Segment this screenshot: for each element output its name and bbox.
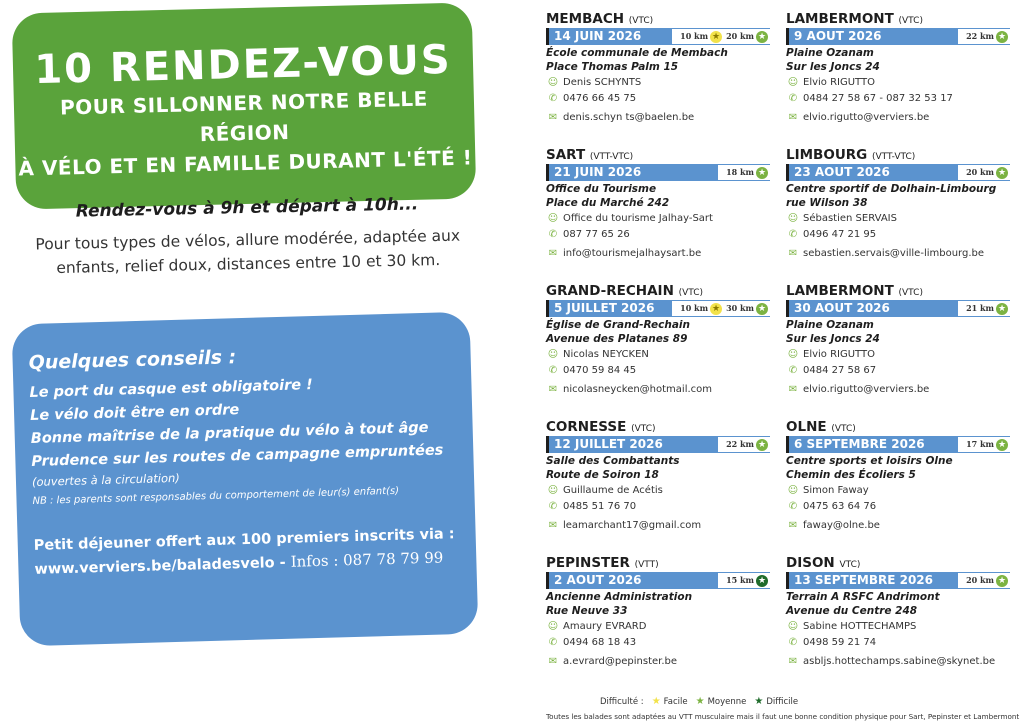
meeting-place: Centre sports et loisirs Olne <box>786 455 953 467</box>
meeting-place: Centre sportif de Dolhain-Limbourg <box>786 183 997 195</box>
distances <box>672 29 770 44</box>
envelope-icon: ✉ <box>548 383 558 395</box>
star-icon: ★ <box>997 167 1007 178</box>
contact-name: Sabine HOTTECHAMPS <box>803 620 917 632</box>
event-town <box>546 418 770 436</box>
star-icon: ★ <box>757 575 767 586</box>
town-name: MEMBACH <box>546 11 625 27</box>
bike-type: (VTC) <box>628 16 654 26</box>
title-banner <box>12 2 477 209</box>
distance <box>680 300 722 317</box>
star-icon: ★ <box>712 303 721 314</box>
advice-tip: Le port du casque est obligatoire ! <box>29 377 313 401</box>
event-card <box>546 418 770 554</box>
event-date: 12 JUILLET 2026 <box>554 437 663 451</box>
town-name: PEPINSTER <box>546 555 630 571</box>
bike-type: (VTC) <box>631 424 656 434</box>
date-bar <box>786 164 1010 181</box>
contact-row <box>786 482 1010 498</box>
event-date: 5 JUILLET 2026 <box>554 301 655 315</box>
advice-panel <box>12 312 479 647</box>
town-name: DISON <box>786 555 835 571</box>
smiley-icon: ☺ <box>787 620 799 632</box>
distance-km: 18 km <box>726 167 754 177</box>
event-card <box>786 10 1010 146</box>
phone-row <box>786 90 1010 106</box>
contact-name: Elvio RIGUTTO <box>803 348 875 360</box>
contact-name: Nicolas NEYCKEN <box>563 348 649 360</box>
event-town <box>546 10 770 28</box>
phone-icon: ✆ <box>788 500 798 512</box>
distances <box>718 437 770 452</box>
contact-email[interactable]: elvio.rigutto@verviers.be <box>803 111 930 123</box>
description-line-1: Pour tous types de vélos, allure modérée, adaptée aux <box>35 226 461 254</box>
email-row <box>546 109 770 125</box>
phone-icon: ✆ <box>548 636 558 648</box>
event-town <box>786 10 1010 28</box>
phone-icon: ✆ <box>548 364 558 376</box>
advice-note: (ouvertes à la circulation) <box>31 470 181 489</box>
distance-km: 30 km <box>726 303 754 313</box>
phone-row <box>546 90 770 106</box>
phone-row <box>786 362 1010 378</box>
event-date: 2 AOUT 2026 <box>554 573 642 587</box>
envelope-icon: ✉ <box>788 111 798 123</box>
event-date: 13 SEPTEMBRE 2026 <box>794 573 933 587</box>
contact-phone[interactable]: 0470 59 84 45 <box>563 364 637 376</box>
legend-label: Difficulté : <box>600 696 644 707</box>
star-icon: ★ <box>757 167 767 178</box>
star-icon: ★ <box>754 696 764 707</box>
contact-name: Amaury EVRARD <box>563 620 647 632</box>
email-row <box>786 245 1010 261</box>
event-town <box>786 554 1010 572</box>
email-row <box>546 245 770 261</box>
legend-facile: Facile <box>663 696 688 707</box>
meeting-place: Salle des Combattants <box>546 455 680 467</box>
envelope-icon: ✉ <box>788 383 798 395</box>
meeting-place: Église de Grand-Rechain <box>546 319 690 331</box>
description <box>18 223 479 281</box>
town-name: GRAND-RECHAIN <box>546 283 674 299</box>
contact-phone[interactable]: 0485 51 76 70 <box>563 500 637 512</box>
meeting-place: École communale de Membach <box>546 47 728 59</box>
advice-title: Quelques conseils : <box>28 346 237 374</box>
contact-name: Denis SCHYNTS <box>563 76 642 88</box>
bike-type: (VTT-VTC) <box>871 152 916 162</box>
distances <box>718 573 770 588</box>
distance <box>966 572 1008 589</box>
date-bar <box>546 300 770 317</box>
date-bar <box>786 572 1010 589</box>
distance <box>726 28 768 45</box>
event-card <box>546 282 770 418</box>
distances <box>958 437 1010 452</box>
distance-km: 20 km <box>966 167 994 177</box>
date-bar <box>546 164 770 181</box>
bike-type: (VTT) <box>634 560 659 570</box>
town-name: LAMBERMONT <box>786 283 894 299</box>
smiley-icon: ☺ <box>787 76 799 88</box>
event-card <box>546 554 770 690</box>
event-date: 6 SEPTEMBRE 2026 <box>794 437 925 451</box>
bike-type: (VTC) <box>898 288 923 298</box>
meeting-place: Plaine Ozanam <box>786 47 874 59</box>
meeting-address: Place Thomas Palm 15 <box>546 61 679 73</box>
description-line-2: enfants, relief doux, distances entre 10 et 30 km. <box>56 250 441 278</box>
meeting-place: Terrain A RSFC Andrimont <box>786 591 940 603</box>
contact-name: Elvio RIGUTTO <box>803 76 875 88</box>
subline-1: POUR SILLONNER NOTRE BELLE RÉGION <box>59 86 429 147</box>
distance <box>726 300 768 317</box>
envelope-icon: ✉ <box>788 247 798 259</box>
contact-email[interactable]: a.evrard@pepinster.be <box>563 655 678 667</box>
town-name: LAMBERMONT <box>786 11 894 27</box>
contact-name: Sébastien SERVAIS <box>803 212 897 224</box>
meeting-address: Place du Marché 242 <box>546 197 670 209</box>
town-name: SART <box>546 147 586 163</box>
meeting-address: Chemin des Écoliers 5 <box>786 469 916 481</box>
distance <box>726 436 768 453</box>
contact-email[interactable]: leamarchant17@gmail.com <box>563 519 702 531</box>
email-row <box>786 381 1010 397</box>
contact-phone[interactable]: 0475 63 64 76 <box>803 500 877 512</box>
contact-name: Office du tourisme Jalhay-Sart <box>563 212 713 224</box>
contact-phone[interactable]: 087 77 65 26 <box>563 228 630 240</box>
envelope-icon: ✉ <box>548 655 558 667</box>
date-bar <box>786 300 1010 317</box>
event-date: 23 AOUT 2026 <box>794 165 890 179</box>
town-name: OLNE <box>786 419 827 435</box>
contact-email[interactable]: elvio.rigutto@verviers.be <box>803 383 930 395</box>
advice-tip: Prudence sur les routes de campagne empruntées <box>31 442 444 470</box>
event-town <box>786 418 1010 436</box>
distances <box>958 301 1010 316</box>
contact-email[interactable]: sebastien.servais@ville-limbourg.be <box>803 247 985 259</box>
email-row <box>546 653 770 669</box>
distances <box>672 301 770 316</box>
event-town <box>546 146 770 164</box>
legend-difficile: Difficile <box>766 696 799 707</box>
meeting-place: Plaine Ozanam <box>786 319 874 331</box>
phone-row <box>786 498 1010 514</box>
bike-type: VTC) <box>839 560 861 570</box>
meeting-address: Avenue des Platanes 89 <box>546 333 688 345</box>
star-icon: ★ <box>997 575 1007 586</box>
distance <box>966 436 1008 453</box>
contact-phone[interactable]: 0498 59 21 74 <box>803 636 877 648</box>
envelope-icon: ✉ <box>548 111 558 123</box>
website-link[interactable]: www.verviers.be/baladesvelo - <box>34 554 291 578</box>
phone-icon: ✆ <box>788 636 798 648</box>
meeting-address: Route de Soiron 18 <box>546 469 659 481</box>
distance <box>966 300 1008 317</box>
distance <box>966 28 1008 45</box>
phone-icon: ✆ <box>548 228 558 240</box>
email-row <box>546 517 770 533</box>
legend-moyenne: Moyenne <box>707 696 747 707</box>
date-bar <box>546 572 770 589</box>
date-bar <box>546 28 770 45</box>
bike-type: (VTC) <box>898 16 923 26</box>
event-town <box>786 146 1010 164</box>
event-card <box>786 146 1010 282</box>
smiley-icon: ☺ <box>547 620 559 632</box>
meeting-place: Office du Tourisme <box>546 183 657 195</box>
distances <box>958 573 1010 588</box>
info-phone: Infos : 087 78 79 99 <box>290 548 444 571</box>
email-row <box>786 109 1010 125</box>
event-card <box>786 418 1010 554</box>
meeting-address: rue Wilson 38 <box>786 197 868 209</box>
envelope-icon: ✉ <box>788 519 798 531</box>
meeting-place: Ancienne Administration <box>546 591 693 603</box>
contact-email[interactable]: denis.schyn ts@baelen.be <box>563 111 695 123</box>
distance-km: 21 km <box>966 303 994 313</box>
date-bar <box>546 436 770 453</box>
event-card <box>546 146 770 282</box>
smiley-icon: ☺ <box>547 484 559 496</box>
contact-phone[interactable]: 0494 68 18 43 <box>563 636 637 648</box>
parents-note: NB : les parents sont responsables du comportement de leur(s) enfant(s) <box>32 485 400 507</box>
star-icon: ★ <box>997 31 1007 42</box>
star-icon: ★ <box>757 303 767 314</box>
star-icon: ★ <box>997 439 1007 450</box>
bike-type: (VTT-VTC) <box>589 152 634 162</box>
rendez-vous-time: Rendez-vous à 9h et départ à 10h... <box>75 194 419 222</box>
distance-km: 15 km <box>726 575 754 585</box>
event-date: 30 AOUT 2026 <box>794 301 890 315</box>
phone-icon: ✆ <box>788 228 798 240</box>
event-date: 9 AOUT 2026 <box>794 29 882 43</box>
star-icon: ★ <box>757 31 767 42</box>
contact-row <box>786 346 1010 362</box>
contact-phone[interactable]: 0496 47 21 95 <box>803 228 877 240</box>
smiley-icon: ☺ <box>787 348 799 360</box>
phone-row <box>546 498 770 514</box>
distances <box>958 165 1010 180</box>
star-icon: ★ <box>757 439 767 450</box>
bike-type: (VTC) <box>831 424 856 434</box>
distances <box>718 165 770 180</box>
smiley-icon: ☺ <box>547 76 559 88</box>
distance-km: 10 km <box>680 303 709 313</box>
event-town <box>786 282 1010 300</box>
contact-phone[interactable]: 0484 27 58 67 - 087 32 53 17 <box>803 92 953 104</box>
envelope-icon: ✉ <box>788 655 798 667</box>
distance <box>966 164 1008 181</box>
town-name: LIMBOURG <box>786 147 868 163</box>
date-bar <box>786 436 1010 453</box>
contact-row <box>546 346 770 362</box>
email-row <box>786 653 1010 669</box>
star-icon: ★ <box>651 696 661 707</box>
smiley-icon: ☺ <box>547 212 559 224</box>
contact-phone[interactable]: 0484 27 58 67 <box>803 364 877 376</box>
distance-km: 17 km <box>966 439 994 449</box>
town-name: CORNESSE <box>546 419 627 435</box>
breakfast-offer: Petit déjeuner offert aux 100 premiers inscrits via : <box>33 526 455 554</box>
contact-email[interactable]: asbljs.hottechamps.sabine@skynet.be <box>803 655 996 667</box>
star-icon: ★ <box>695 696 705 707</box>
contact-phone[interactable]: 0476 66 45 75 <box>563 92 637 104</box>
distances <box>958 29 1010 44</box>
distance-km: 20 km <box>726 31 754 41</box>
phone-row <box>546 226 770 242</box>
event-town <box>546 282 770 300</box>
date-bar <box>786 28 1010 45</box>
contact-email[interactable]: faway@olne.be <box>803 519 880 531</box>
event-card <box>546 10 770 146</box>
phone-icon: ✆ <box>548 92 558 104</box>
smiley-icon: ☺ <box>787 484 799 496</box>
meeting-address: Sur les Joncs 24 <box>786 61 880 73</box>
smiley-icon: ☺ <box>547 348 559 360</box>
phone-icon: ✆ <box>788 364 798 376</box>
event-date: 21 JUIN 2026 <box>554 165 642 179</box>
headline: 10 RENDEZ-VOUS <box>33 36 453 94</box>
contact-email[interactable]: info@tourismejalhaysart.be <box>563 247 702 259</box>
event-town <box>546 554 770 572</box>
bike-type: (VTC) <box>678 288 704 298</box>
email-row <box>786 517 1010 533</box>
envelope-icon: ✉ <box>548 519 558 531</box>
meeting-address: Avenue du Centre 248 <box>786 605 918 617</box>
event-card <box>786 554 1010 690</box>
distance <box>726 572 768 589</box>
advice-tip: Bonne maîtrise de la pratique du vélo à tout âge <box>30 419 429 447</box>
difficulty-legend <box>600 696 798 707</box>
phone-row <box>786 226 1010 242</box>
star-icon: ★ <box>712 31 721 42</box>
phone-row <box>546 634 770 650</box>
smiley-icon: ☺ <box>787 212 799 224</box>
meeting-address: Sur les Joncs 24 <box>786 333 880 345</box>
contact-row <box>546 618 770 634</box>
advice-tip: Le vélo doit être en ordre <box>29 402 240 424</box>
email-row <box>546 381 770 397</box>
envelope-icon: ✉ <box>548 247 558 259</box>
contact-name: Guillaume de Acétis <box>563 484 663 496</box>
phone-icon: ✆ <box>548 500 558 512</box>
phone-icon: ✆ <box>788 92 798 104</box>
contact-email[interactable]: nicolasneycken@hotmail.com <box>563 383 713 395</box>
phone-row <box>786 634 1010 650</box>
contact-row <box>786 74 1010 90</box>
contact-row <box>546 210 770 226</box>
contact-row <box>786 618 1010 634</box>
distance <box>680 28 722 45</box>
event-card <box>786 282 1010 418</box>
meeting-address: Rue Neuve 33 <box>546 605 628 617</box>
subline-2: À VÉLO ET EN FAMILLE DURANT L'ÉTÉ ! <box>18 145 473 181</box>
distance-km: 22 km <box>726 439 754 449</box>
phone-row <box>546 362 770 378</box>
footnote: Toutes les balades sont adaptées au VTT musculaire mais il faut une bonne condition physique pour Sart, Pepinster et Lambermont <box>546 712 1020 721</box>
distance-km: 22 km <box>966 31 994 41</box>
contact-name: Simon Faway <box>803 484 869 496</box>
contact-row <box>546 482 770 498</box>
distance-km: 20 km <box>966 575 994 585</box>
distance <box>726 164 768 181</box>
contact-row <box>546 74 770 90</box>
distance-km: 10 km <box>680 31 709 41</box>
event-date: 14 JUIN 2026 <box>554 29 642 43</box>
star-icon: ★ <box>997 303 1007 314</box>
contact-row <box>786 210 1010 226</box>
